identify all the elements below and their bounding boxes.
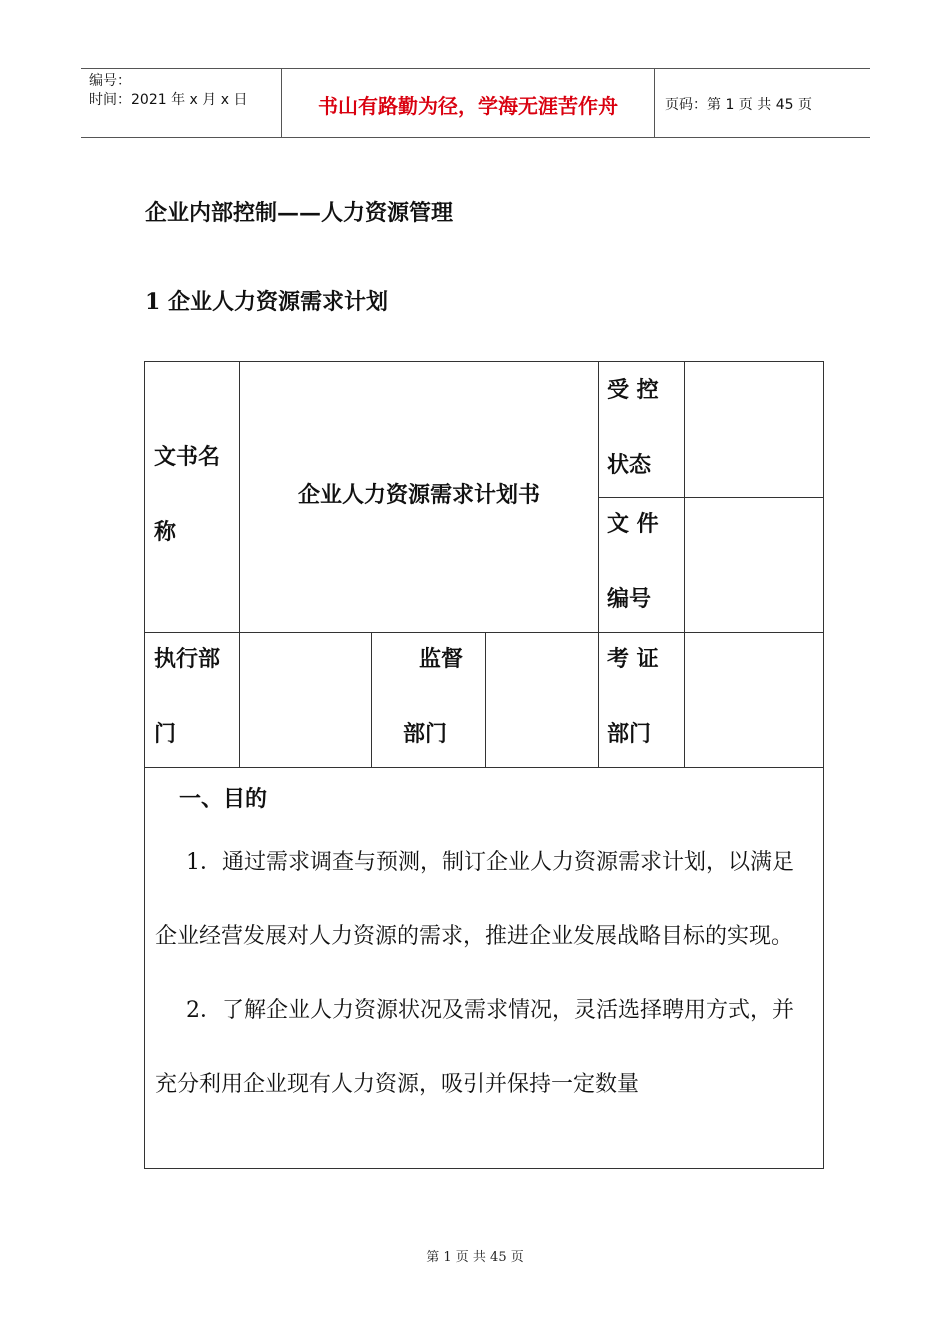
- document-info-table: [144, 361, 824, 1169]
- audit-dept-label: 考 证 部门: [607, 646, 659, 747]
- paragraph: 1．通过需求调查与预测，制订企业人力资源需求计划，以满足企业经营发展对人力资源的需求，推进企业发展战略目标的实现。: [155, 850, 794, 949]
- table-line: [485, 632, 486, 767]
- number-label: 编号：: [89, 73, 131, 89]
- table-line: [145, 767, 824, 768]
- table-line: [371, 632, 372, 767]
- header-meta: [89, 72, 247, 110]
- file-number-label: 文 件 编号: [607, 511, 659, 612]
- page-footer: 第 1 页 共 45 页: [426, 1250, 524, 1265]
- paragraph: 2．了解企业人力资源状况及需求情况，灵活选择聘用方式，并充分利用企业现有人力资源，吸引并保持一定数量: [155, 998, 794, 1097]
- page-header: [81, 68, 870, 138]
- doc-name-value: 企业人力资源需求计划书: [297, 482, 540, 508]
- header-page-info: 页码：第 1 页 共 45 页: [665, 97, 812, 113]
- doc-name-label: 文书名 称: [154, 444, 221, 545]
- table-line: [239, 362, 240, 767]
- exec-dept-label: 执行部 门: [154, 646, 221, 747]
- document-title: 企业内部控制——人力资源管理: [145, 200, 454, 226]
- header-divider: [654, 69, 655, 137]
- time-label: 时间：2021 年 x 月 x 日: [89, 92, 248, 108]
- section-heading: 一、目的: [179, 786, 268, 812]
- purpose-section: [155, 772, 815, 1122]
- controlled-status-label: 受 控 状态: [607, 377, 659, 478]
- header-motto: 书山有路勤为径，学海无涯苦作舟: [318, 94, 618, 118]
- table-line: [598, 362, 599, 767]
- section-title: 1 企业人力资源需求计划: [145, 289, 388, 315]
- table-line: [684, 362, 685, 767]
- supervise-dept-label: 监督 部门: [403, 646, 464, 747]
